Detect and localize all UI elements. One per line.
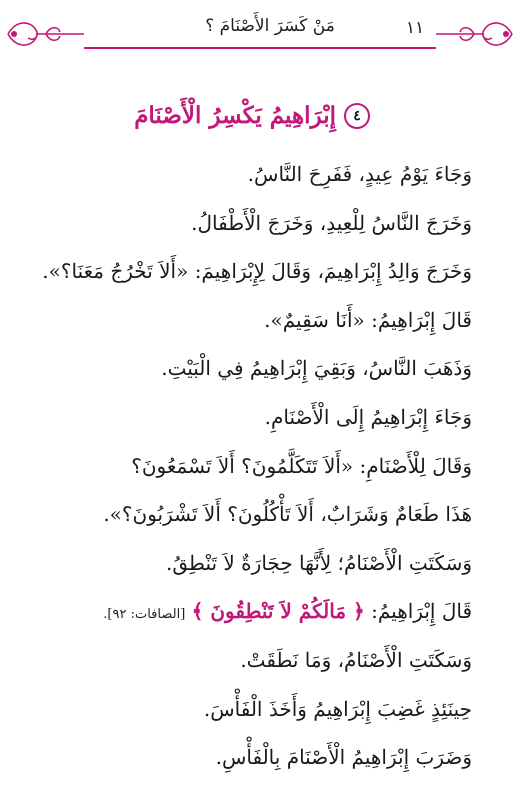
page-number: ١١ (405, 18, 425, 38)
text-line: وَخَرَجَ النَّاسُ لِلْعِيدِ، وَخَرَجَ الْأَطْفَالُ. (191, 210, 472, 235)
running-title: مَنْ كَسَرَ الأَصْنَامَ ؟ (205, 16, 335, 36)
floral-ornament-icon (436, 16, 514, 52)
story-text (32, 150, 472, 782)
section-number-badge: ٤ (344, 103, 370, 129)
verse-reference: [الصافات: ٩٢]. (103, 607, 186, 623)
text-line: وَجَاءَ إِبْرَاهِيمُ إِلَى الْأَصْنَامِ. (264, 404, 472, 429)
section-title: إِبْرَاهِيمُ يَكْسِرُ الْأَصْنَامَ (134, 102, 336, 129)
quote-prefix: قَالَ إِبْرَاهِيمُ: (371, 599, 472, 624)
text-line: هَذَا طَعَامٌ وَشَرَابٌ، أَلاَ تَأْكُلُونَ؟ أَلاَ تَشْرَبُونَ؟». (103, 502, 472, 527)
page-header (0, 6, 520, 62)
text-line: وَذَهَبَ النَّاسُ، وَبَقِيَ إِبْرَاهِيمُ فِي الْبَيْتِ. (161, 356, 472, 381)
floral-ornament-icon (6, 16, 84, 52)
text-line: قَالَ إِبْرَاهِيمُ: «أَنَا سَقِيمٌ». (264, 307, 472, 332)
text-line: وَسَكَتَتِ الْأَصْنَامُ، وَمَا نَطَقَتْ. (240, 647, 472, 672)
quran-quote-line (32, 587, 472, 636)
text-line: وَجَاءَ يَوْمُ عِيدٍ، فَفَرِحَ النَّاسُ. (247, 162, 472, 186)
header-divider (84, 47, 436, 49)
text-line: وَسَكَتَتِ الْأَصْنَامُ؛ لِأَنَّهَا حِجَارَةٌ لاَ تَنْطِقُ. (166, 550, 472, 575)
text-line: وَضَرَبَ إِبْرَاهِيمُ الْأَصْنَامَ بِالْفَأْسِ. (215, 745, 472, 770)
text-line: حِينَئِذٍ غَضِبَ إِبْرَاهِيمُ وَأَخَذَ الْفَأْسَ. (203, 696, 472, 721)
text-line: وَخَرَجَ وَالِدُ إِبْرَاهِيمَ، وَقَالَ لِإِبْرَاهِيمَ: «أَلاَ تَخْرُجُ مَعَنَا؟». (42, 259, 472, 284)
text-line: وَقَالَ لِلْأَصْنَامِ: «أَلاَ تَتَكَلَّمُونَ؟ أَلاَ تَسْمَعُونَ؟ (131, 453, 472, 478)
quran-verse: ﴿ مَالَكُمْ لاَ تَنْطِقُونَ ﴾ (191, 599, 365, 624)
section-heading (134, 102, 370, 129)
